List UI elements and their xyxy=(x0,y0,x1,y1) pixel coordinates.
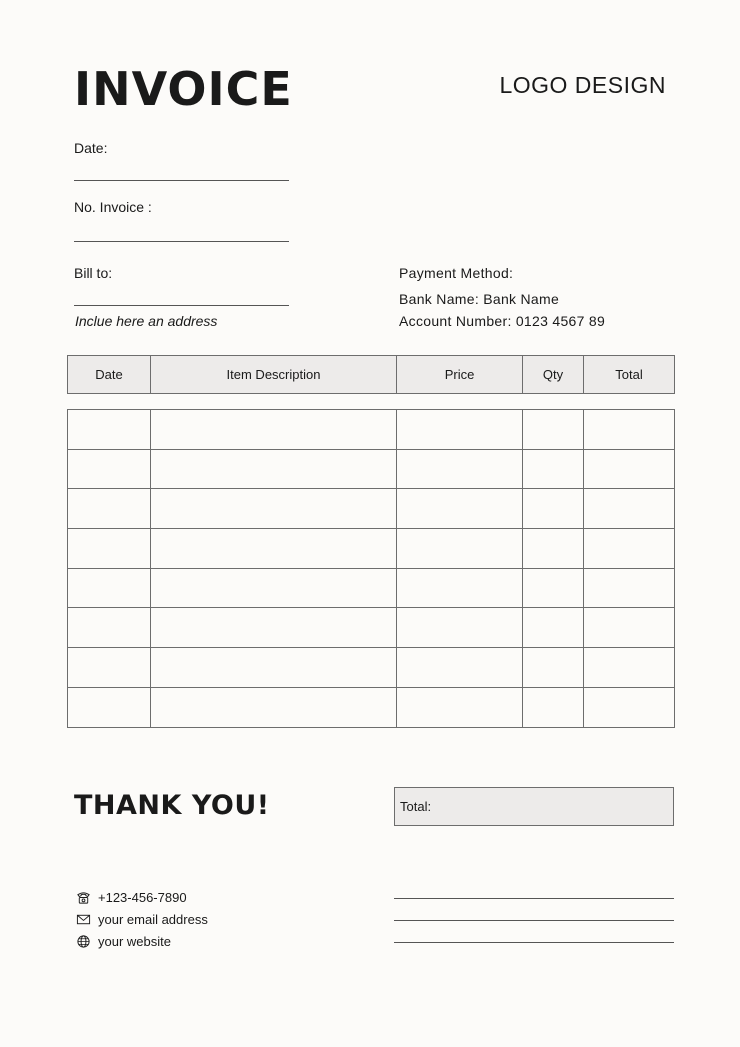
contact-phone xyxy=(76,890,187,905)
table-row xyxy=(68,608,675,648)
cell-description[interactable] xyxy=(151,608,397,648)
column-header-date: Date xyxy=(68,356,151,394)
bank-name: Bank Name: Bank Name xyxy=(399,291,560,307)
cell-description[interactable] xyxy=(151,449,397,489)
cell-date[interactable] xyxy=(68,529,151,569)
cell-date[interactable] xyxy=(68,449,151,489)
total-label: Total: xyxy=(400,799,432,814)
address-hint: Inclue here an address xyxy=(75,313,218,329)
table-row xyxy=(68,529,675,569)
cell-total[interactable] xyxy=(584,410,675,450)
cell-date[interactable] xyxy=(68,410,151,450)
invoice-number-label: No. Invoice : xyxy=(74,199,152,215)
column-header-description: Item Description xyxy=(151,356,397,394)
table-row xyxy=(68,568,675,608)
cell-date[interactable] xyxy=(68,648,151,688)
cell-description[interactable] xyxy=(151,489,397,529)
cell-price[interactable] xyxy=(397,410,523,450)
cell-price[interactable] xyxy=(397,489,523,529)
phone-icon xyxy=(76,890,91,905)
logo-text: LOGO DESIGN xyxy=(499,72,666,98)
cell-price[interactable] xyxy=(397,529,523,569)
table-row xyxy=(68,410,675,450)
signature-line-1[interactable] xyxy=(394,898,674,899)
globe-icon xyxy=(76,934,91,949)
phone-text: +123-456-7890 xyxy=(98,890,187,905)
payment-method-label: Payment Method: xyxy=(399,265,514,281)
cell-total[interactable] xyxy=(584,449,675,489)
cell-date[interactable] xyxy=(68,489,151,529)
cell-price[interactable] xyxy=(397,449,523,489)
invoice-title: INVOICE xyxy=(74,62,293,116)
table-row xyxy=(68,648,675,688)
cell-date[interactable] xyxy=(68,687,151,727)
cell-qty[interactable] xyxy=(523,449,584,489)
bill-to-label: Bill to: xyxy=(74,265,113,281)
column-header-price: Price xyxy=(397,356,523,394)
signature-line-3[interactable] xyxy=(394,942,674,943)
cell-date[interactable] xyxy=(68,568,151,608)
invoice-number-line[interactable] xyxy=(74,241,289,242)
cell-total[interactable] xyxy=(584,489,675,529)
cell-qty[interactable] xyxy=(523,608,584,648)
cell-qty[interactable] xyxy=(523,648,584,688)
account-number: Account Number: 0123 4567 89 xyxy=(399,313,606,329)
signature-line-2[interactable] xyxy=(394,920,674,921)
email-text: your email address xyxy=(98,912,208,927)
cell-total[interactable] xyxy=(584,687,675,727)
cell-description[interactable] xyxy=(151,410,397,450)
cell-price[interactable] xyxy=(397,568,523,608)
date-line[interactable] xyxy=(74,180,289,181)
cell-date[interactable] xyxy=(68,608,151,648)
email-icon xyxy=(76,912,91,927)
bill-to-line[interactable] xyxy=(74,305,289,306)
contact-website xyxy=(76,934,171,949)
cell-qty[interactable] xyxy=(523,410,584,450)
cell-qty[interactable] xyxy=(523,489,584,529)
cell-qty[interactable] xyxy=(523,568,584,608)
table-row xyxy=(68,489,675,529)
cell-qty[interactable] xyxy=(523,529,584,569)
cell-total[interactable] xyxy=(584,568,675,608)
cell-price[interactable] xyxy=(397,687,523,727)
cell-description[interactable] xyxy=(151,568,397,608)
website-text: your website xyxy=(98,934,171,949)
items-table-header xyxy=(67,355,675,394)
table-row xyxy=(68,449,675,489)
cell-qty[interactable] xyxy=(523,687,584,727)
thank-you-text: THANK YOU! xyxy=(74,790,270,821)
total-box[interactable] xyxy=(394,787,674,826)
cell-description[interactable] xyxy=(151,687,397,727)
cell-total[interactable] xyxy=(584,529,675,569)
cell-description[interactable] xyxy=(151,529,397,569)
items-table-body xyxy=(67,409,675,728)
cell-total[interactable] xyxy=(584,608,675,648)
cell-description[interactable] xyxy=(151,648,397,688)
column-header-qty: Qty xyxy=(523,356,584,394)
cell-total[interactable] xyxy=(584,648,675,688)
date-label: Date: xyxy=(74,140,108,156)
table-row xyxy=(68,687,675,727)
contact-email xyxy=(76,912,208,927)
cell-price[interactable] xyxy=(397,648,523,688)
column-header-total: Total xyxy=(584,356,675,394)
cell-price[interactable] xyxy=(397,608,523,648)
